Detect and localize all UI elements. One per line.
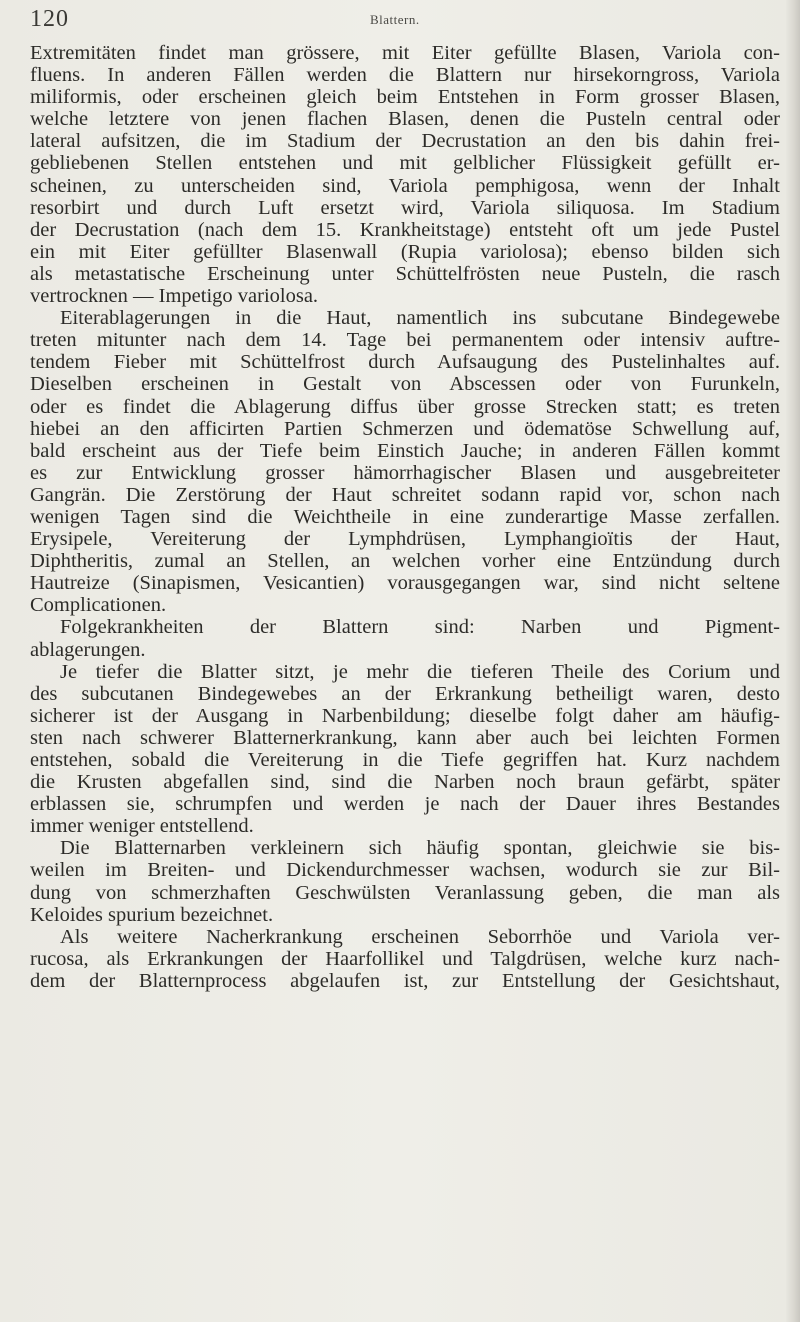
text-line: Keloides spurium bezeichnet. — [30, 903, 274, 926]
text-line: Extremitäten findet man grössere, mit Eiter gefüllte Blasen, Variola con- — [30, 42, 780, 64]
running-head: Blattern. — [370, 12, 420, 27]
text-line: fluens. In anderen Fällen werden die Blattern nur hirsekorngross, Variola — [30, 64, 780, 87]
text-line: wenigen Tagen sind die Weichtheile in eine zunderartige Masse zerfallen. — [30, 505, 780, 528]
text-line: scheinen, zu unterscheiden sind, Variola pemphigosa, wenn der Inhalt — [30, 174, 780, 197]
text-line: rucosa, als Erkrankungen der Haarfollikel und Talgdrüsen, welche kurz nach- — [30, 947, 780, 970]
text-line: tendem Fieber mit Schüttelfrost durch Aufsaugung des Pustelinhaltes auf. — [30, 351, 780, 374]
text-line: bald erscheint aus der Tiefe beim Einstich Jauche; in anderen Fällen kommt — [30, 439, 780, 462]
text-line: sten nach schwerer Blatternerkrankung, kann aber auch bei leichten Formen — [30, 726, 780, 749]
text-line: ablagerungen. — [30, 638, 146, 661]
text-line: als metastatische Erscheinung unter Schüttelfrösten neue Pusteln, die rasch — [30, 262, 780, 285]
text-line: vertrocknen — Impetigo variolosa. — [30, 285, 319, 308]
page-number: 120 — [30, 6, 69, 32]
text-line: resorbirt und durch Luft ersetzt wird, Variola siliquosa. Im Stadium — [30, 196, 780, 219]
text-line: Eiterablagerungen in die Haut, namentlich ins subcutane Bindegewebe — [60, 307, 780, 330]
text-line: entstehen, sobald die Vereiterung in die Tiefe gegriffen hat. Kurz nachdem — [30, 749, 780, 771]
text-line: welche letztere von jenen flachen Blasen, denen die Pusteln central oder — [30, 108, 780, 131]
text-line: immer weniger entstellend. — [30, 815, 254, 838]
text-line: es zur Entwicklung grosser hämorrhagischer Blasen und ausgebreiteter — [30, 461, 780, 484]
text-line: der Decrustation (nach dem 15. Krankheitstage) entsteht oft um jede Pustel — [30, 218, 780, 241]
text-line: gebliebenen Stellen entstehen und mit gelblicher Flüssigkeit gefüllt er- — [30, 152, 780, 175]
text-line: ein mit Eiter gefüllter Blasenwall (Rupia variolosa); ebenso bilden sich — [30, 240, 780, 263]
body-text — [30, 42, 780, 992]
text-line: Gangrän. Die Zerstörung der Haut schreitet sodann rapid vor, schon nach — [30, 483, 780, 506]
text-line: des subcutanen Bindegewebes an der Erkrankung betheiligt waren, desto — [30, 682, 780, 705]
text-line: Hautreize (Sinapismen, Vesicantien) vorausgegangen war, sind nicht seltene — [30, 572, 780, 595]
text-line: dem der Blatternprocess abgelaufen ist, zur Entstellung der Gesichtshaut, — [30, 969, 780, 992]
text-line: Diphtheritis, zumal an Stellen, an welchen vorher eine Entzündung durch — [30, 550, 780, 573]
page-edge-shadow — [786, 0, 800, 1322]
text-line: Erysipele, Vereiterung der Lymphdrüsen, Lymphangioïtis der Haut, — [30, 528, 780, 551]
text-line: Je tiefer die Blatter sitzt, je mehr die tieferen Theile des Corium und — [60, 660, 780, 683]
text-line: Complicationen. — [30, 594, 167, 617]
text-line: Die Blatternarben verkleinern sich häufig spontan, gleichwie sie bis- — [60, 837, 780, 860]
text-line: weilen im Breiten- und Dickendurchmesser wachsen, wodurch sie zur Bil- — [30, 859, 780, 882]
text-line: die Krusten abgefallen sind, sind die Narben noch braun gefärbt, später — [30, 771, 780, 794]
text-line: Als weitere Nacherkrankung erscheinen Seborrhöe und Variola ver- — [60, 925, 780, 948]
text-line: sicherer ist der Ausgang in Narbenbildung; dieselbe folgt daher am häufig- — [30, 704, 780, 727]
text-line: lateral aufsitzen, die im Stadium der Decrustation an den bis dahin frei- — [30, 130, 780, 153]
text-line: hiebei an den afficirten Partien Schmerzen und ödematöse Schwellung auf, — [30, 417, 780, 440]
text-line: Folgekrankheiten der Blattern sind: Narben und Pigment- — [60, 616, 780, 639]
text-line: dung von schmerzhaften Geschwülsten Veranlassung geben, die man als — [30, 881, 780, 904]
text-line: miliformis, oder erscheinen gleich beim Entstehen in Form grosser Blasen, — [30, 86, 780, 109]
text-line: Dieselben erscheinen in Gestalt von Abscessen oder von Furunkeln, — [30, 373, 780, 396]
text-line: oder es findet die Ablagerung diffus über grosse Strecken statt; es treten — [30, 395, 780, 418]
text-line: erblassen sie, schrumpfen und werden je nach der Dauer ihres Bestandes — [30, 793, 780, 816]
text-line: treten mitunter nach dem 14. Tage bei permanentem oder intensiv auftre- — [30, 329, 780, 352]
